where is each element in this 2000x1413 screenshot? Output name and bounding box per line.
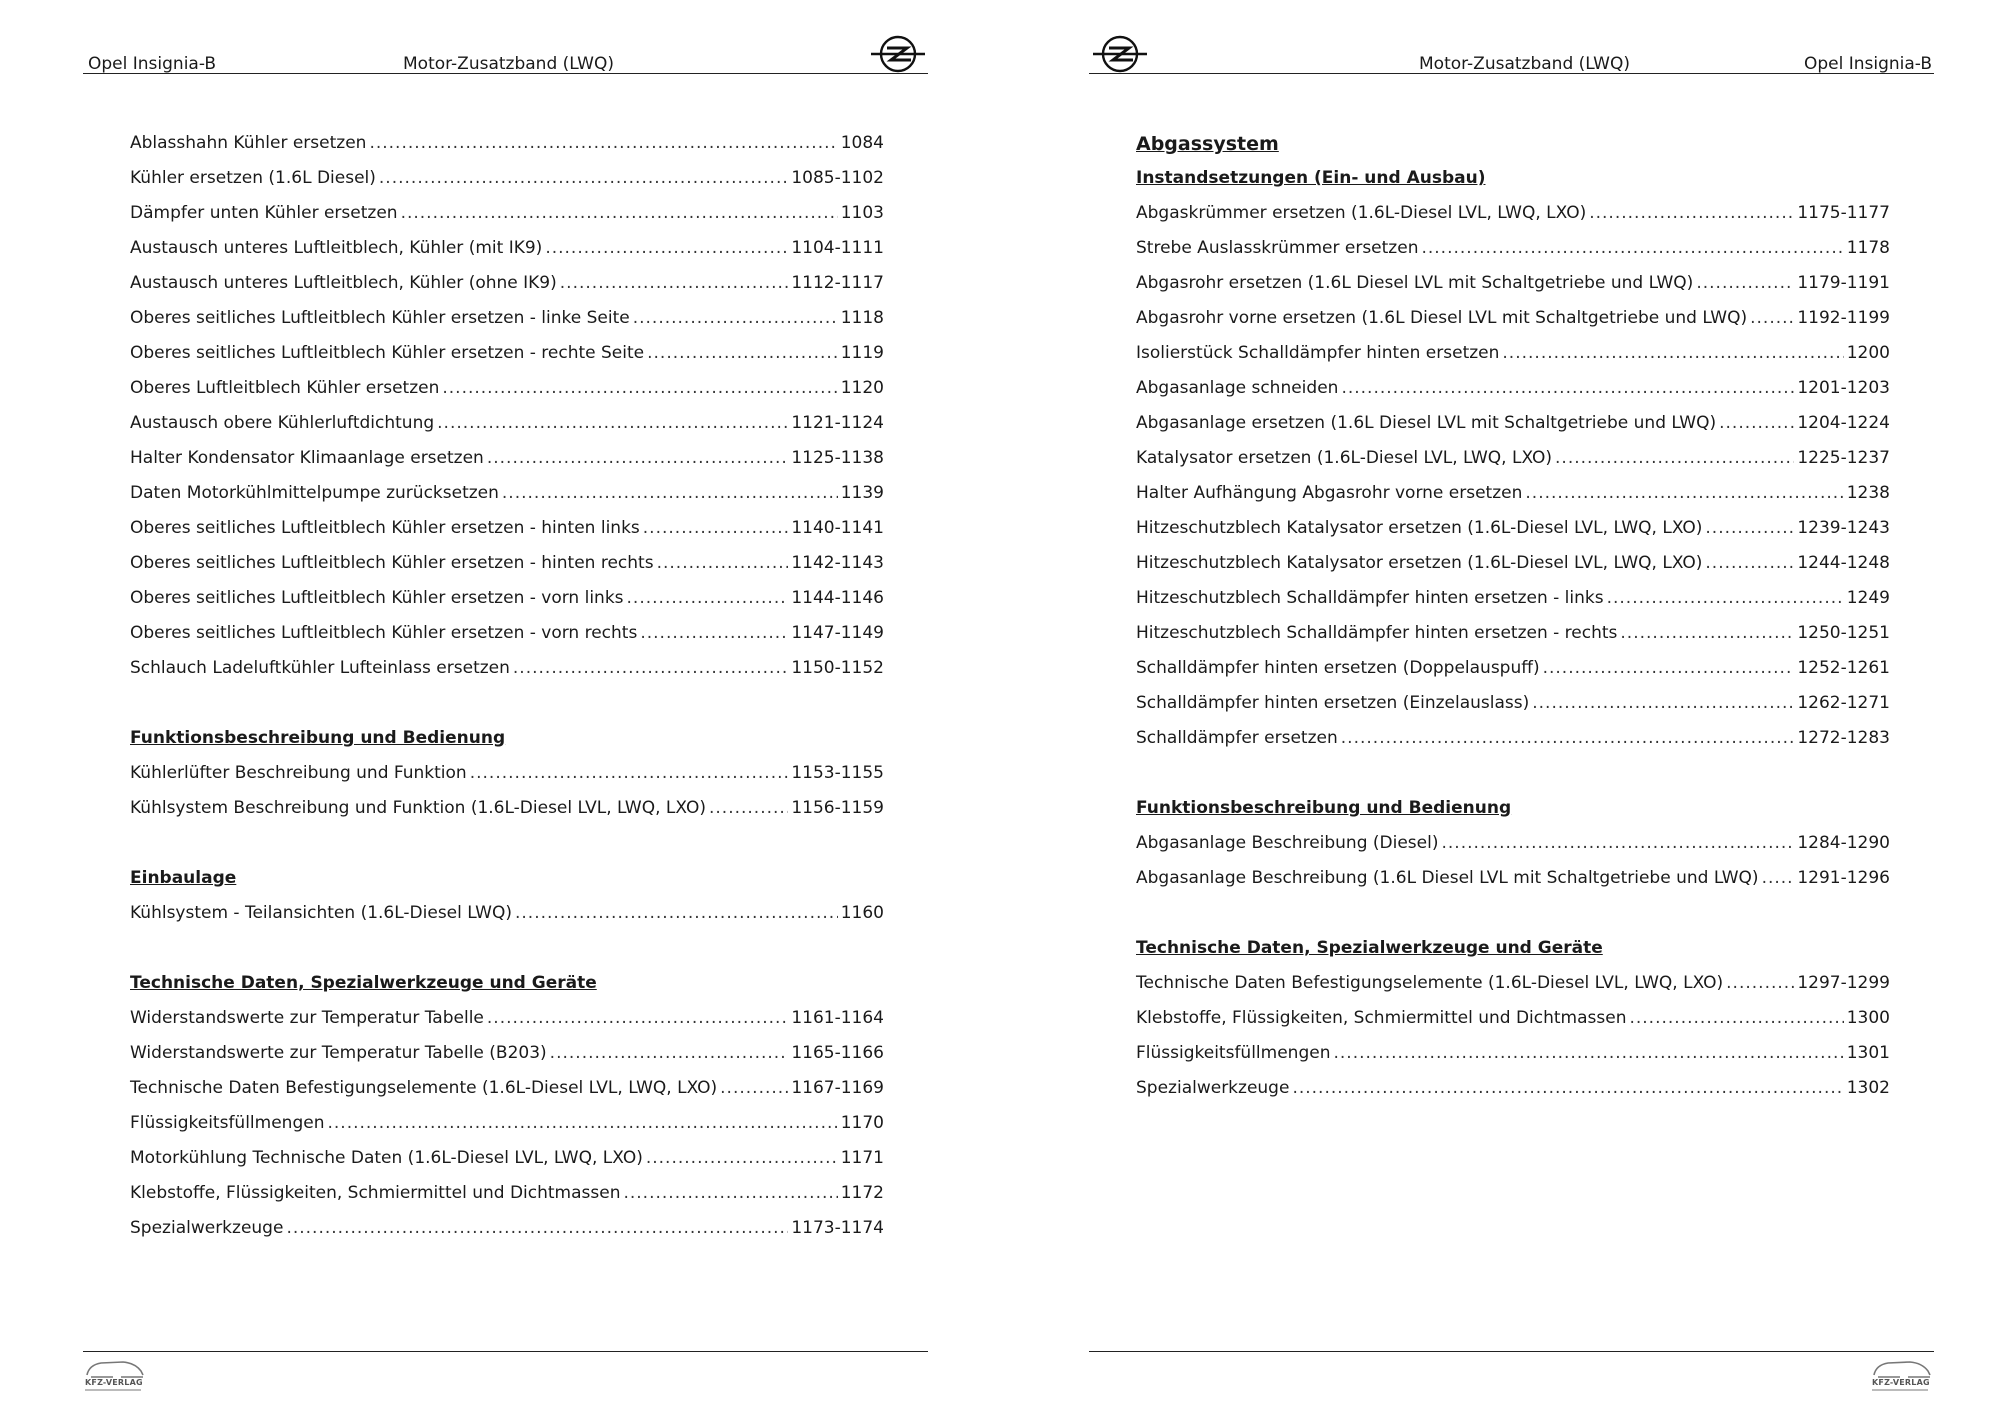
toc-entry[interactable]: Hitzeschutzblech Schalldämpfer hinten ersetzen - links ..... 1249 <box>1136 588 1890 612</box>
toc-entry[interactable]: Klebstoffe, Flüssigkeiten, Schmiermittel und Dichtmassen ..... 1300 <box>1136 1008 1890 1032</box>
toc-entry[interactable]: Ablasshahn Kühler ersetzen ..... 1084 <box>130 133 884 157</box>
toc-entry[interactable]: Oberes seitliches Luftleitblech Kühler ersetzen - hinten links ..... 1140-1141 <box>130 518 884 542</box>
toc-entry[interactable]: Oberes seitliches Luftleitblech Kühler ersetzen - vorn rechts ..... 1147-1149 <box>130 623 884 647</box>
toc-entry[interactable]: Austausch obere Kühlerluftdichtung ..... 1121-1124 <box>130 413 884 437</box>
toc-entry[interactable]: Oberes seitliches Luftleitblech Kühler ersetzen - linke Seite ..... 1118 <box>130 308 884 332</box>
opel-logo-icon <box>1093 34 1147 74</box>
toc-entry[interactable]: Hitzeschutzblech Katalysator ersetzen (1.6L-Diesel LVL, LWQ, LXO) ..... 1244-1248 <box>1136 553 1890 577</box>
section-heading: Technische Daten, Spezialwerkzeuge und Geräte <box>1136 938 1603 958</box>
section-heading: Einbaulage <box>130 868 237 888</box>
publisher-logo <box>83 1357 147 1397</box>
toc-entry[interactable]: Schalldämpfer hinten ersetzen (Einzelauslass) ..... 1262-1271 <box>1136 693 1890 717</box>
toc-entry[interactable]: Abgaskrümmer ersetzen (1.6L-Diesel LVL, LWQ, LXO) ..... 1175-1177 <box>1136 203 1890 227</box>
chapter-heading: Abgassystem <box>1136 133 1279 155</box>
toc-entry[interactable]: Schalldämpfer hinten ersetzen (Doppelauspuff) ..... 1252-1261 <box>1136 658 1890 682</box>
section-heading: Instandsetzungen (Ein- und Ausbau) <box>1136 168 1486 188</box>
toc-entry[interactable]: Motorkühlung Technische Daten (1.6L-Diesel LVL, LWQ, LXO) ..... 1171 <box>130 1148 884 1172</box>
publisher-tagline-bar <box>1872 1389 1928 1391</box>
toc-entry[interactable]: Schalldämpfer ersetzen ..... 1272-1283 <box>1136 728 1890 752</box>
toc-entry[interactable]: Halter Aufhängung Abgasrohr vorne ersetzen ..... 1238 <box>1136 483 1890 507</box>
section-heading: Technische Daten, Spezialwerkzeuge und Geräte <box>130 973 597 993</box>
section-heading: Funktionsbeschreibung und Bedienung <box>130 728 506 748</box>
toc-entry[interactable]: Abgasanlage Beschreibung (1.6L Diesel LVL mit Schaltgetriebe und LWQ) ..... 1291-1296 <box>1136 868 1890 892</box>
toc-entry[interactable]: Oberes seitliches Luftleitblech Kühler ersetzen - hinten rechts ..... 1142-1143 <box>130 553 884 577</box>
toc-entry[interactable]: Isolierstück Schalldämpfer hinten ersetzen ..... 1200 <box>1136 343 1890 367</box>
toc-entry[interactable]: Austausch unteres Luftleitblech, Kühler (mit IK9) ..... 1104-1111 <box>130 238 884 262</box>
toc-entry[interactable]: Austausch unteres Luftleitblech, Kühler (ohne IK9) ..... 1112-1117 <box>130 273 884 297</box>
toc-entry[interactable]: Abgasanlage ersetzen (1.6L Diesel LVL mit Schaltgetriebe und LWQ) ..... 1204-1224 <box>1136 413 1890 437</box>
footer-rule <box>1089 1351 1934 1352</box>
toc-entry[interactable]: Daten Motorkühlmittelpumpe zurücksetzen ..... 1139 <box>130 483 884 507</box>
header-rule <box>83 73 928 74</box>
toc-entry[interactable]: Kühlerlüfter Beschreibung und Funktion ..... 1153-1155 <box>130 763 884 787</box>
toc-entry[interactable]: Oberes Luftleitblech Kühler ersetzen ..... 1120 <box>130 378 884 402</box>
toc-entry[interactable]: Widerstandswerte zur Temperatur Tabelle ..... 1161-1164 <box>130 1008 884 1032</box>
car-outline-icon <box>1870 1357 1934 1379</box>
toc-entry[interactable]: Hitzeschutzblech Schalldämpfer hinten ersetzen - rechts ..... 1250-1251 <box>1136 623 1890 647</box>
footer-rule <box>83 1351 928 1352</box>
toc-entry[interactable]: Spezialwerkzeuge ..... 1302 <box>1136 1078 1890 1102</box>
brand-name: Opel Insignia-B <box>1803 54 1932 74</box>
toc-entry[interactable]: Kühlsystem Beschreibung und Funktion (1.6L-Diesel LVL, LWQ, LXO) ..... 1156-1159 <box>130 798 884 822</box>
toc-entry[interactable]: Schlauch Ladeluftkühler Lufteinlass ersetzen ..... 1150-1152 <box>130 658 884 682</box>
publisher-name: KFZ-VERLAG <box>85 1378 143 1387</box>
toc-entry[interactable]: Flüssigkeitsfüllmengen ..... 1170 <box>130 1113 884 1137</box>
toc-entry[interactable]: Flüssigkeitsfüllmengen ..... 1301 <box>1136 1043 1890 1067</box>
toc-entry[interactable]: Abgasanlage schneiden ..... 1201-1203 <box>1136 378 1890 402</box>
right-page <box>1089 0 1934 1413</box>
header-rule <box>1089 73 1934 74</box>
brand-name: Opel Insignia-B <box>88 54 217 74</box>
toc-entry[interactable]: Dämpfer unten Kühler ersetzen ..... 1103 <box>130 203 884 227</box>
toc-entry[interactable]: Halter Kondensator Klimaanlage ersetzen ..... 1125-1138 <box>130 448 884 472</box>
toc-entry[interactable]: Widerstandswerte zur Temperatur Tabelle (B203) ..... 1165-1166 <box>130 1043 884 1067</box>
publisher-tagline-bar <box>85 1389 141 1391</box>
toc-entry[interactable]: Abgasrohr ersetzen (1.6L Diesel LVL mit Schaltgetriebe und LWQ) ..... 1179-1191 <box>1136 273 1890 297</box>
toc-entry[interactable]: Klebstoffe, Flüssigkeiten, Schmiermittel und Dichtmassen ..... 1172 <box>130 1183 884 1207</box>
toc-entry[interactable]: Hitzeschutzblech Katalysator ersetzen (1.6L-Diesel LVL, LWQ, LXO) ..... 1239-1243 <box>1136 518 1890 542</box>
toc-entry[interactable]: Oberes seitliches Luftleitblech Kühler ersetzen - rechte Seite ..... 1119 <box>130 343 884 367</box>
toc-entry[interactable]: Technische Daten Befestigungselemente (1.6L-Diesel LVL, LWQ, LXO) ..... 1167-1169 <box>130 1078 884 1102</box>
publisher-name: KFZ-VERLAG <box>1872 1378 1930 1387</box>
toc-entry[interactable]: Technische Daten Befestigungselemente (1.6L-Diesel LVL, LWQ, LXO) ..... 1297-1299 <box>1136 973 1890 997</box>
toc-entry[interactable]: Kühlsystem - Teilansichten (1.6L-Diesel LWQ) ..... 1160 <box>130 903 884 927</box>
section-heading: Funktionsbeschreibung und Bedienung <box>1136 798 1512 818</box>
opel-logo-icon <box>871 34 925 74</box>
toc-entry[interactable]: Abgasanlage Beschreibung (Diesel) ..... 1284-1290 <box>1136 833 1890 857</box>
book-title: Motor-Zusatzband (LWQ) <box>1419 54 1630 74</box>
car-outline-icon <box>83 1357 147 1379</box>
book-title: Motor-Zusatzband (LWQ) <box>403 54 614 74</box>
toc-entry[interactable]: Kühler ersetzen (1.6L Diesel) ..... 1085-1102 <box>130 168 884 192</box>
toc-entry[interactable]: Katalysator ersetzen (1.6L-Diesel LVL, LWQ, LXO) ..... 1225-1237 <box>1136 448 1890 472</box>
toc-entry[interactable]: Abgasrohr vorne ersetzen (1.6L Diesel LVL mit Schaltgetriebe und LWQ) ..... 1192-1199 <box>1136 308 1890 332</box>
toc-entry[interactable]: Oberes seitliches Luftleitblech Kühler ersetzen - vorn links ..... 1144-1146 <box>130 588 884 612</box>
toc-entry[interactable]: Spezialwerkzeuge ..... 1173-1174 <box>130 1218 884 1242</box>
publisher-logo <box>1870 1357 1934 1397</box>
left-page <box>83 0 928 1413</box>
toc-entry[interactable]: Strebe Auslasskrümmer ersetzen ..... 1178 <box>1136 238 1890 262</box>
